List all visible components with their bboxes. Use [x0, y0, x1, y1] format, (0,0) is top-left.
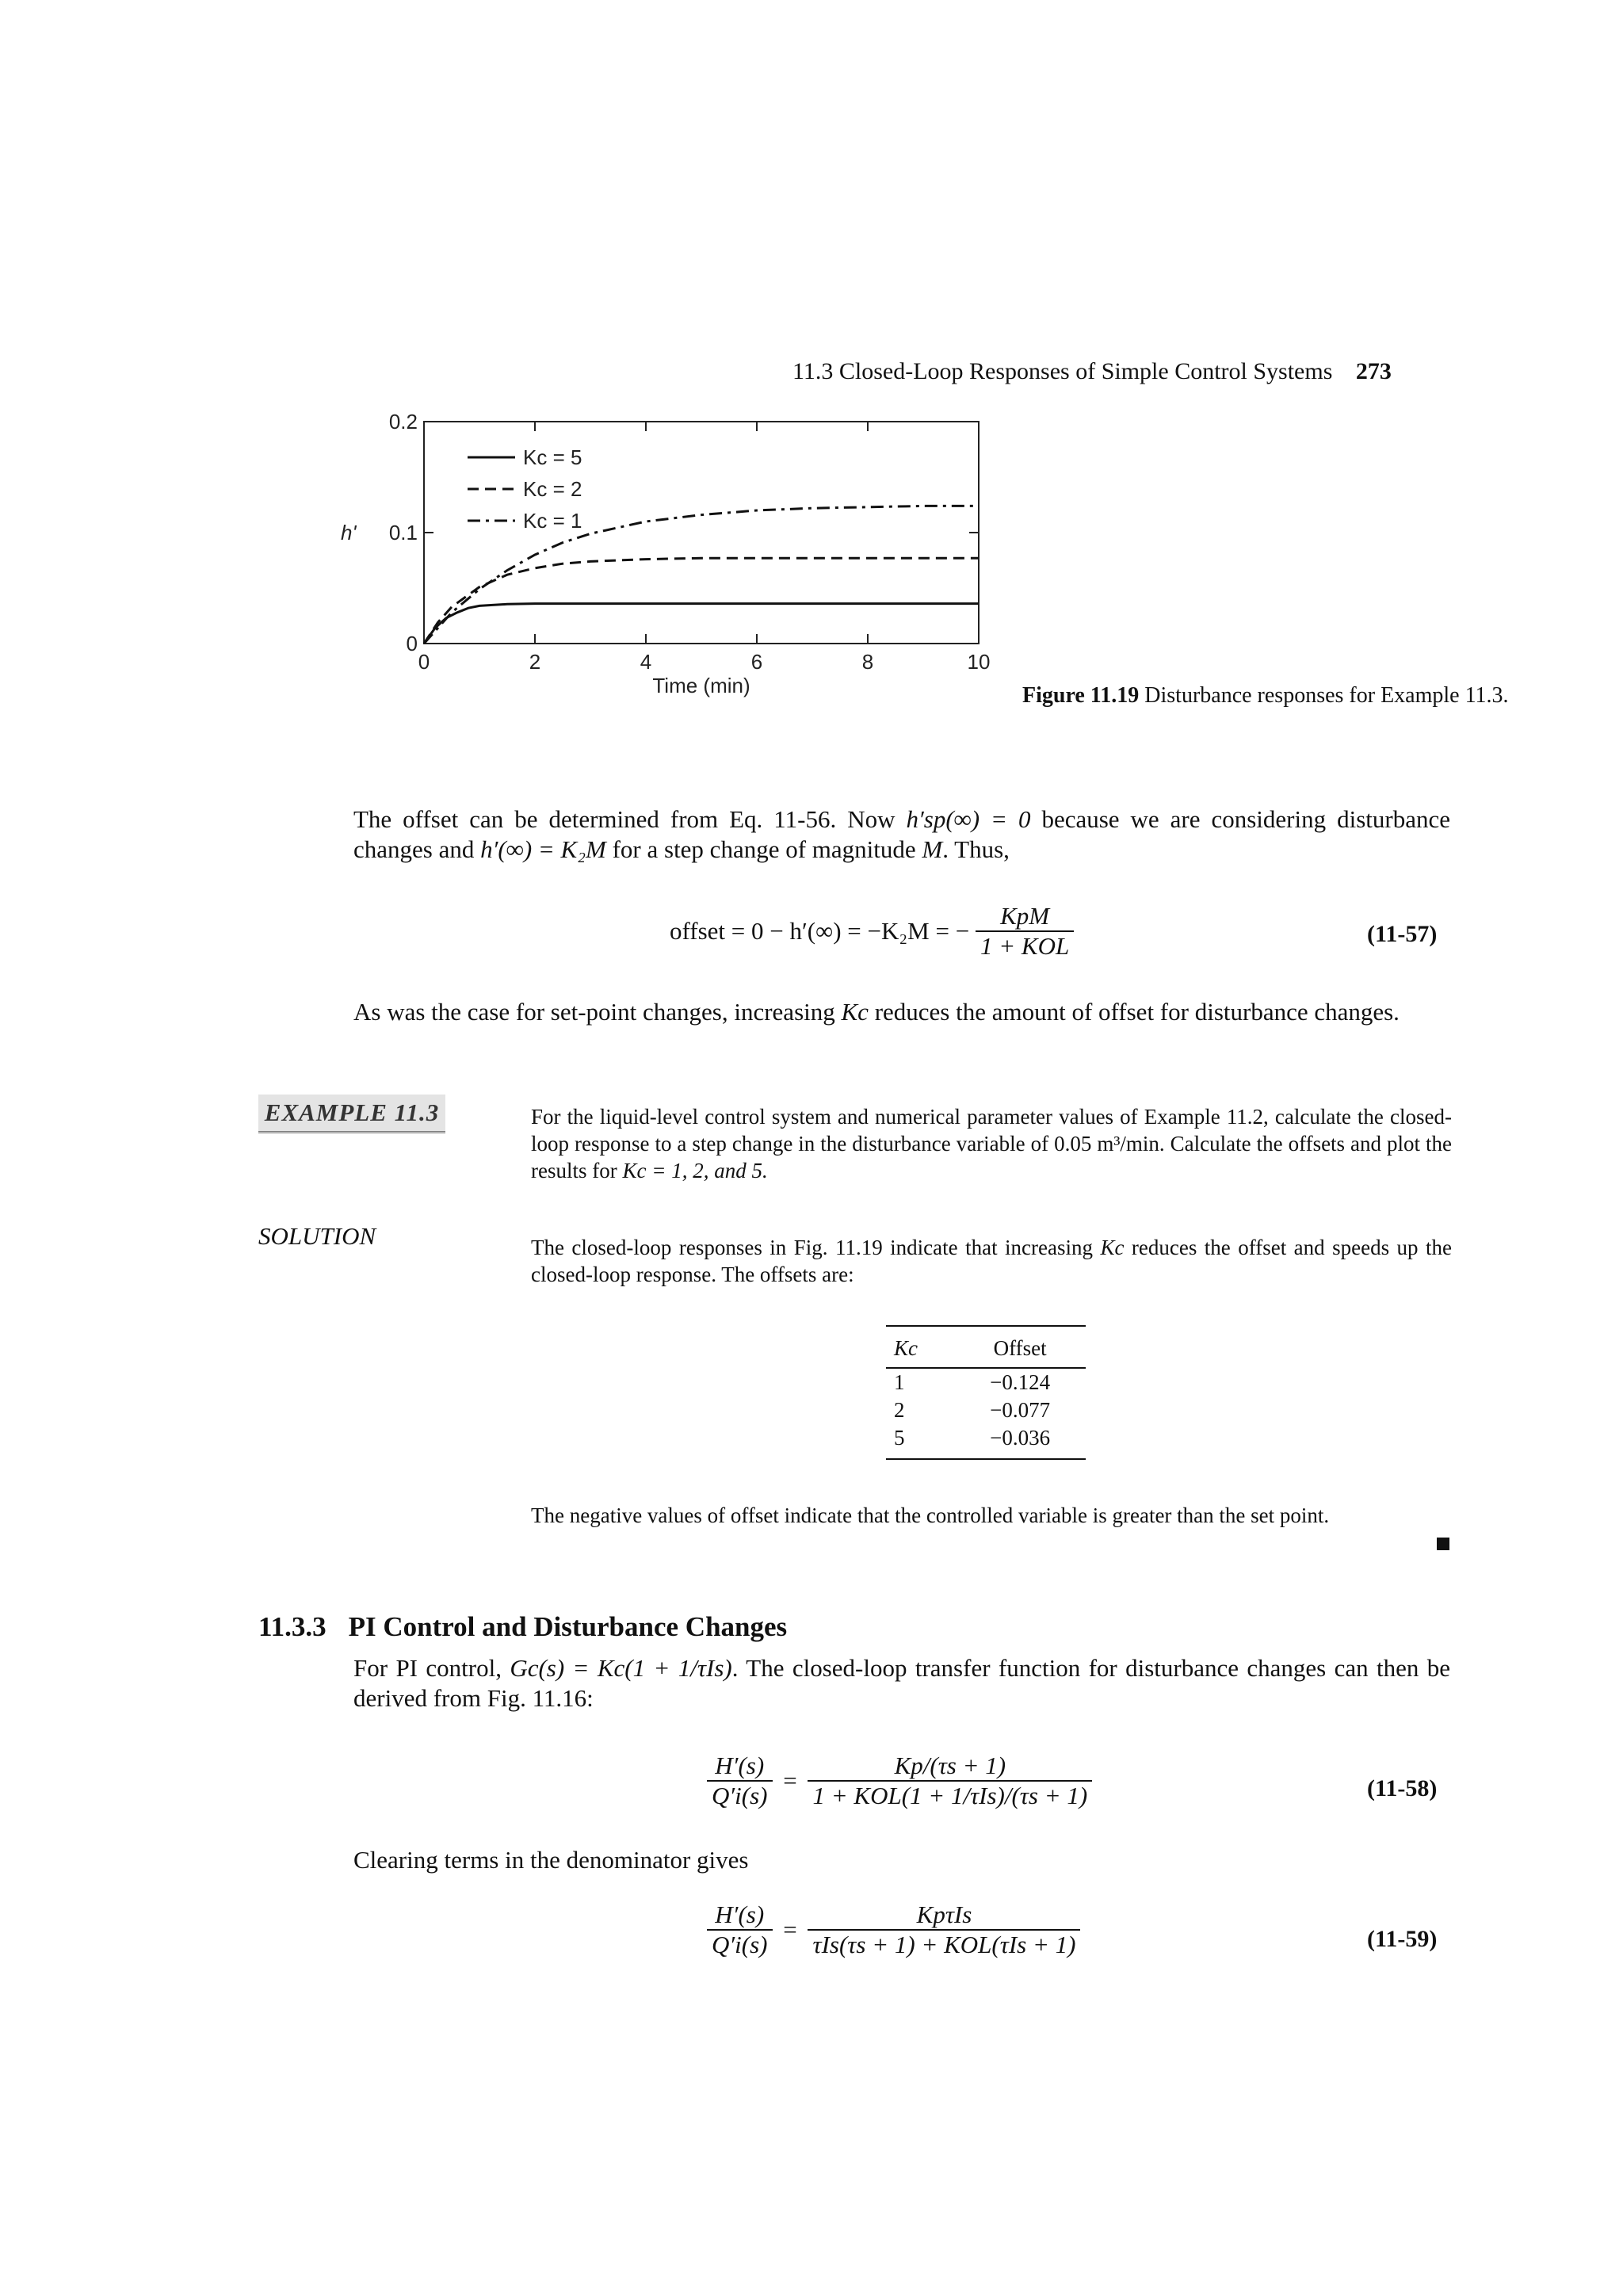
- x-tick-label: 4: [640, 650, 652, 674]
- text: The offset can be determined from Eq. 11-56. Now: [353, 805, 907, 833]
- x-tick-label: 6: [750, 650, 763, 674]
- table-header-offset: Offset: [954, 1331, 1086, 1368]
- equals-sign: =: [783, 1916, 797, 1943]
- y-tick-label: 0: [406, 632, 418, 655]
- y-tick-label: 0.1: [388, 521, 418, 544]
- equation-number: (11-58): [1367, 1775, 1438, 1801]
- offsets-table-wrapper: [886, 1325, 1086, 1460]
- end-of-example-mark: [1437, 1538, 1449, 1550]
- text: for a step change of magnitude: [605, 835, 922, 863]
- example-label-text: EXAMPLE 11.3: [264, 1098, 440, 1126]
- table-cell: −0.036: [990, 1426, 1051, 1450]
- x-tick-label: 10: [967, 650, 991, 674]
- text: . Thus,: [942, 835, 1010, 863]
- equation-number: (11-57): [1367, 921, 1438, 947]
- x-axis-label: Time (min): [652, 674, 750, 697]
- text: . The closed-loop transfer function for disturbance changes can then be derived from Fig. 11.16:: [353, 1654, 1451, 1712]
- math: Kc: [841, 998, 869, 1026]
- legend-label-2: Kc = 2: [523, 477, 582, 501]
- table-header-kc: [886, 1331, 954, 1368]
- series-line-1: [424, 604, 979, 644]
- math: h′sp(∞) = 0: [906, 805, 1031, 833]
- offsets-table: [886, 1331, 1086, 1452]
- text: because we are considering disturbance changes and: [353, 805, 1450, 863]
- table-row: [886, 1368, 1086, 1396]
- x-tick-label: 8: [861, 650, 874, 674]
- text: reduces the amount of offset for disturbance changes.: [868, 998, 1400, 1026]
- text: For the liquid-level control system and numerical parameter values of Example 11.2, calculate the closed-loop response to a step change in the disturbance variable of 0.05 m³/min. Calculate the offsets and plot the results for: [531, 1105, 1452, 1182]
- figure-11-19-chart: [317, 412, 1014, 753]
- example-closing-text: [531, 1502, 1452, 1529]
- page-number: 273: [1355, 358, 1392, 384]
- text: The closed-loop responses in Fig. 11.19 indicate that increasing: [531, 1236, 1101, 1259]
- eq-denominator: τIs(τs + 1) + KOL(τIs + 1): [812, 1931, 1076, 1958]
- math: Kc: [1100, 1236, 1125, 1259]
- table-row: [886, 1396, 1086, 1424]
- eq-denominator: Q′i(s): [712, 1931, 768, 1958]
- plot-frame: [424, 422, 979, 644]
- section-heading: [258, 1611, 787, 1643]
- running-head-title: 11.3 Closed-Loop Responses of Simple Control Systems: [792, 358, 1333, 384]
- eq-numerator: KpτIs: [808, 1901, 1080, 1931]
- equation-11-59: [707, 1901, 1080, 1959]
- eq-denominator: Q′i(s): [712, 1782, 768, 1809]
- solution-text: [531, 1234, 1452, 1288]
- equals-sign: =: [783, 1767, 797, 1794]
- header-text: Kc: [894, 1336, 918, 1360]
- paragraph-kc-offset: [353, 997, 1450, 1027]
- eq-denominator: 1 + KOL(1 + 1/τIs)/(τs + 1): [812, 1782, 1088, 1809]
- equation-11-57: [670, 902, 1074, 961]
- eq-numerator: H′(s): [707, 1752, 773, 1782]
- table-row: [886, 1424, 1086, 1452]
- table-header-row: [886, 1331, 1086, 1368]
- eq-rhs-fraction: [808, 1901, 1080, 1959]
- section-title: PI Control and Disturbance Changes: [348, 1611, 788, 1642]
- text: The negative values of offset indicate that the controlled variable is greater than the set point.: [531, 1503, 1330, 1527]
- section-number: 11.3.3: [258, 1611, 327, 1642]
- math: Gc(s) = Kc(1 + 1/τIs): [510, 1654, 732, 1682]
- example-label: [258, 1095, 445, 1133]
- eq-numerator: H′(s): [707, 1901, 773, 1931]
- eq-lhs-fraction: [707, 1901, 773, 1959]
- math: Kc = 1, 2, and 5.: [622, 1159, 768, 1182]
- eq-fraction: [976, 902, 1074, 961]
- paragraph-offset-intro: [353, 804, 1450, 865]
- text: For PI control,: [353, 1654, 510, 1682]
- text: reduces the offset and speeds up the closed-loop response. The offsets are:: [531, 1236, 1452, 1286]
- table-cell: −0.124: [990, 1370, 1051, 1394]
- y-axis-label: h': [341, 521, 357, 544]
- legend-label-1: Kc = 5: [523, 445, 582, 469]
- legend-label-3: Kc = 1: [523, 509, 582, 533]
- table-cell: −0.077: [990, 1398, 1051, 1422]
- figure-caption: [1022, 683, 1509, 709]
- eq-numerator: Kp/(τs + 1): [808, 1752, 1092, 1782]
- solution-label: SOLUTION: [258, 1222, 376, 1250]
- math: h′(∞) = K₂M: [480, 835, 606, 863]
- eq-rhs-fraction: [808, 1752, 1092, 1810]
- running-head: [792, 358, 1392, 385]
- table-cell: 2: [894, 1398, 905, 1422]
- eq-numerator: KpM: [976, 902, 1074, 932]
- example-statement: [531, 1103, 1452, 1184]
- equation-11-58: [707, 1752, 1092, 1810]
- math: M: [922, 835, 943, 863]
- y-tick-label: 0.2: [388, 412, 418, 434]
- x-tick-label: 2: [529, 650, 541, 674]
- eq-lhs: offset = 0 − h′(∞) = −K₂M = −: [670, 917, 970, 945]
- eq-denominator: 1 + KOL: [980, 932, 1070, 960]
- table-cell: 1: [894, 1370, 905, 1394]
- figure-caption-text: Disturbance responses for Example 11.3.: [1144, 683, 1509, 708]
- table-cell: 5: [894, 1426, 905, 1450]
- figure-caption-label: Figure 11.19: [1022, 683, 1140, 708]
- eq-lhs-fraction: [707, 1752, 773, 1810]
- equation-number: (11-59): [1367, 1926, 1438, 1952]
- section-paragraph: [353, 1653, 1450, 1713]
- x-tick-label: 0: [418, 650, 430, 674]
- clearing-terms-text: Clearing terms in the denominator gives: [353, 1846, 749, 1874]
- text: As was the case for set-point changes, increasing: [353, 998, 842, 1026]
